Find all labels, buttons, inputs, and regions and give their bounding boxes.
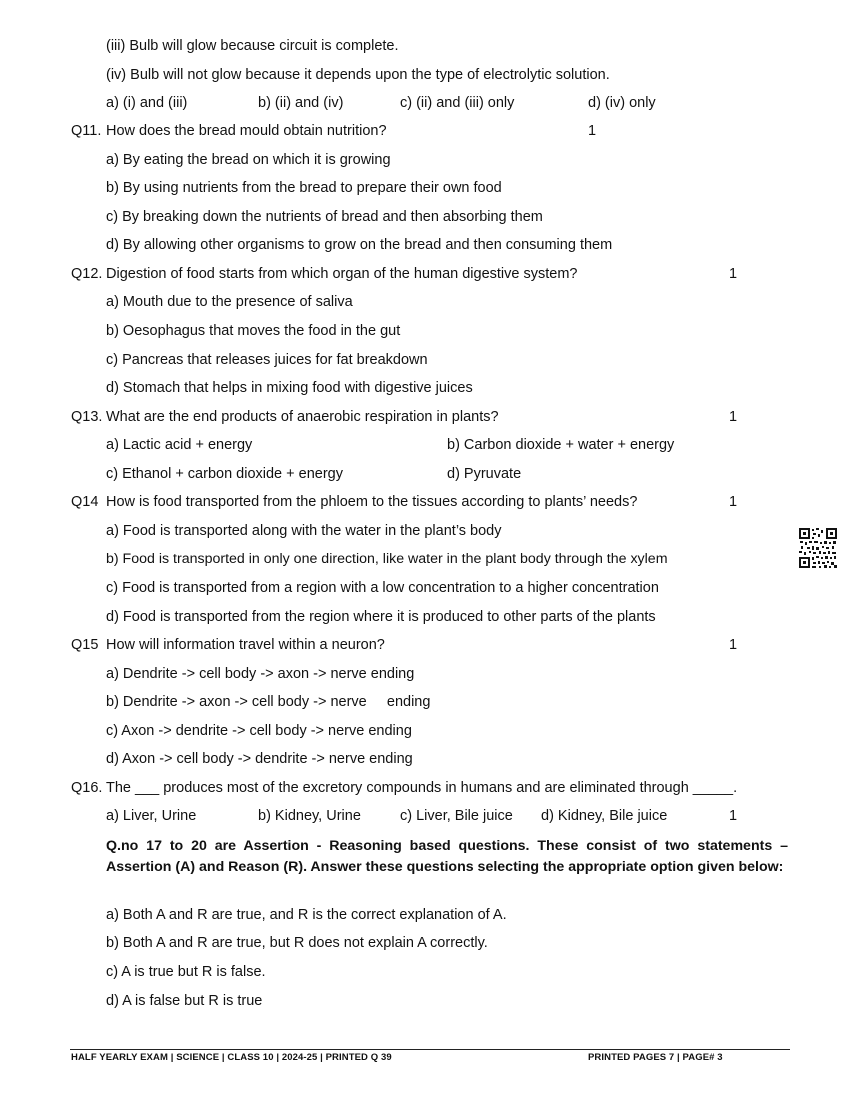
q13-option-b: b) Carbon dioxide + water + energy [447,437,675,453]
q16-marks: 1 [729,808,738,824]
q13-marks: 1 [729,409,738,425]
q14-option-b: b) Food is transported in only one direction, like water in the plant body through the xylem [106,551,668,567]
q11-option-b: b) By using nutrients from the bread to prepare their own food [106,180,502,196]
q15-question: How will information travel within a neuron? [106,637,385,653]
q10-option-iii: (iii) Bulb will glow because circuit is complete. [106,38,399,54]
q12-option-b: b) Oesophagus that moves the food in the gut [106,323,401,339]
assertion-option-c: c) A is true but R is false. [106,964,266,980]
q11-option-a: a) By eating the bread on which it is growing [106,152,391,168]
q11-question: How does the bread mould obtain nutrition? [106,123,387,139]
q10-option-iv: (iv) Bulb will not glow because it depends upon the type of electrolytic solution. [106,67,610,83]
q14-option-d: d) Food is transported from the region where it is produced to other parts of the plants [106,609,656,625]
q15-option-c: c) Axon -> dendrite -> cell body -> nerve ending [106,723,412,739]
q12-question: Digestion of food starts from which organ of the human digestive system? [106,266,578,282]
assertion-option-a: a) Both A and R are true, and R is the correct explanation of A. [106,907,507,923]
q10-choice-a: a) (i) and (iii) [106,95,188,111]
q12-number: Q12. [71,266,103,282]
q15-option-d: d) Axon -> cell body -> dendrite -> nerve ending [106,751,413,767]
q14-option-a: a) Food is transported along with the water in the plant’s body [106,523,502,539]
q13-option-a: a) Lactic acid + energy [106,437,253,453]
footer-divider [70,1049,790,1050]
q10-choice-b: b) (ii) and (iv) [258,95,344,111]
assertion-option-d: d) A is false but R is true [106,993,263,1009]
q14-question: How is food transported from the phloem to the tissues according to plants’ needs? [106,494,638,510]
q15-marks: 1 [729,637,738,653]
q16-option-a: a) Liver, Urine [106,808,197,824]
q13-option-d: d) Pyruvate [447,466,522,482]
assertion-reason-instructions: Q.no 17 to 20 are Assertion - Reasoning based questions. These consist of two statements – Assertion (A) and Reason (R). Answer these questions selecting the appropriate option given below: [106,838,788,875]
q13-option-c: c) Ethanol + carbon dioxide + energy [106,466,343,482]
q16-number: Q16. [71,780,103,796]
assertion-option-b: b) Both A and R are true, but R does not explain A correctly. [106,935,488,951]
q10-choice-d: d) (iv) only [588,95,656,111]
q11-option-c: c) By breaking down the nutrients of bread and then absorbing them [106,209,543,225]
q10-choice-c: c) (ii) and (iii) only [400,95,515,111]
q14-option-c: c) Food is transported from a region with a low concentration to a higher concentration [106,580,659,596]
q13-number: Q13. [71,409,103,425]
q16-option-b: b) Kidney, Urine [258,808,361,824]
q12-option-d: d) Stomach that helps in mixing food with digestive juices [106,380,473,396]
footer-page-info: PRINTED PAGES 7 | PAGE# 3 [588,1052,723,1063]
q15-number: Q15 [71,637,99,653]
q13-question: What are the end products of anaerobic respiration in plants? [106,409,499,425]
qr-code-icon [799,528,837,568]
q11-number: Q11. [71,123,102,139]
q15-option-a: a) Dendrite -> cell body -> axon -> nerve ending [106,666,415,682]
q12-option-c: c) Pancreas that releases juices for fat breakdown [106,352,428,368]
q14-number: Q14 [71,494,99,510]
q16-option-c: c) Liver, Bile juice [400,808,513,824]
footer-exam-info: HALF YEARLY EXAM | SCIENCE | CLASS 10 | 2024-25 | PRINTED Q 39 [71,1052,392,1063]
q15-option-b: b) Dendrite -> axon -> cell body -> nerve ending [106,694,431,710]
q14-marks: 1 [729,494,738,510]
q11-option-d: d) By allowing other organisms to grow on the bread and then consuming them [106,237,613,253]
q16-option-d: d) Kidney, Bile juice [541,808,668,824]
q11-marks: 1 [588,123,597,139]
q12-option-a: a) Mouth due to the presence of saliva [106,294,353,310]
q16-question: The ___ produces most of the excretory compounds in humans and are eliminated through _____. [106,780,738,796]
q12-marks: 1 [729,266,738,282]
